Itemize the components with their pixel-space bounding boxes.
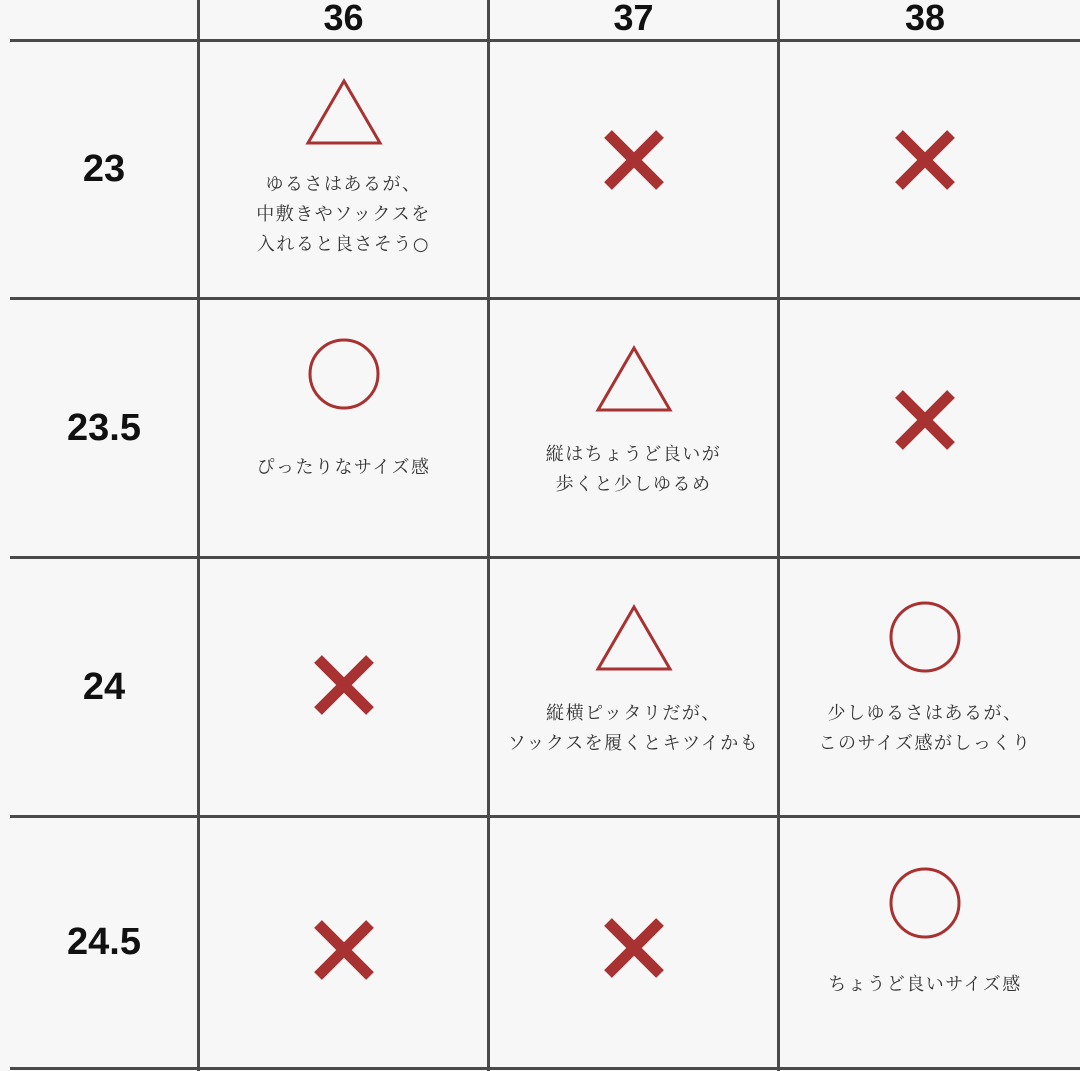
cell-note: ぴったりなサイズ感 <box>256 457 431 478</box>
cell-24-5-36 <box>200 818 487 1067</box>
cell-23-5-37 <box>490 300 777 556</box>
cell-note: 縦横ピッタリだが、 ソックスを履くとキツイかも <box>507 703 760 754</box>
cross-icon <box>602 916 666 980</box>
row-label-23: 23 <box>82 148 126 190</box>
cross-icon <box>893 388 957 452</box>
triangle-icon <box>595 345 673 413</box>
cross-icon <box>602 128 666 192</box>
column-header-36: 36 <box>323 0 364 38</box>
row-label-23-5: 23.5 <box>67 406 141 449</box>
cell-23-38 <box>780 42 1070 297</box>
triangle-icon <box>305 78 383 146</box>
cross-icon <box>312 653 376 717</box>
cell-24-5-38 <box>780 818 1070 1067</box>
circle-icon <box>307 337 381 411</box>
cell-23-5-38 <box>780 300 1070 556</box>
cell-23-36 <box>200 42 487 297</box>
cell-note: ゆるさはあるが、 中敷きやソックスを 入れると良さそう○ <box>256 174 431 255</box>
cell-23-5-36 <box>200 300 487 556</box>
grid-line-horizontal <box>10 1067 1080 1070</box>
column-header-38: 38 <box>904 0 946 38</box>
cell-note: ちょうど良いサイズ感 <box>828 974 1022 995</box>
cell-24-38 <box>780 559 1070 815</box>
row-label-24-5: 24.5 <box>67 921 141 963</box>
cross-icon <box>312 918 376 982</box>
column-header-37: 37 <box>613 0 654 38</box>
cross-icon <box>893 128 957 192</box>
row-label-24: 24 <box>82 665 126 708</box>
cell-note: 縦はちょうど良いが 歩くと少しゆるめ <box>545 444 722 495</box>
cell-24-36 <box>200 559 487 815</box>
triangle-icon <box>595 604 673 672</box>
cell-24-37 <box>490 559 777 815</box>
cell-23-37 <box>490 42 777 297</box>
cell-24-5-37 <box>490 818 777 1067</box>
circle-icon <box>888 600 962 674</box>
circle-icon <box>888 866 962 940</box>
cell-note: 少しゆるさはあるが、 このサイズ感がしっくり <box>818 703 1032 754</box>
